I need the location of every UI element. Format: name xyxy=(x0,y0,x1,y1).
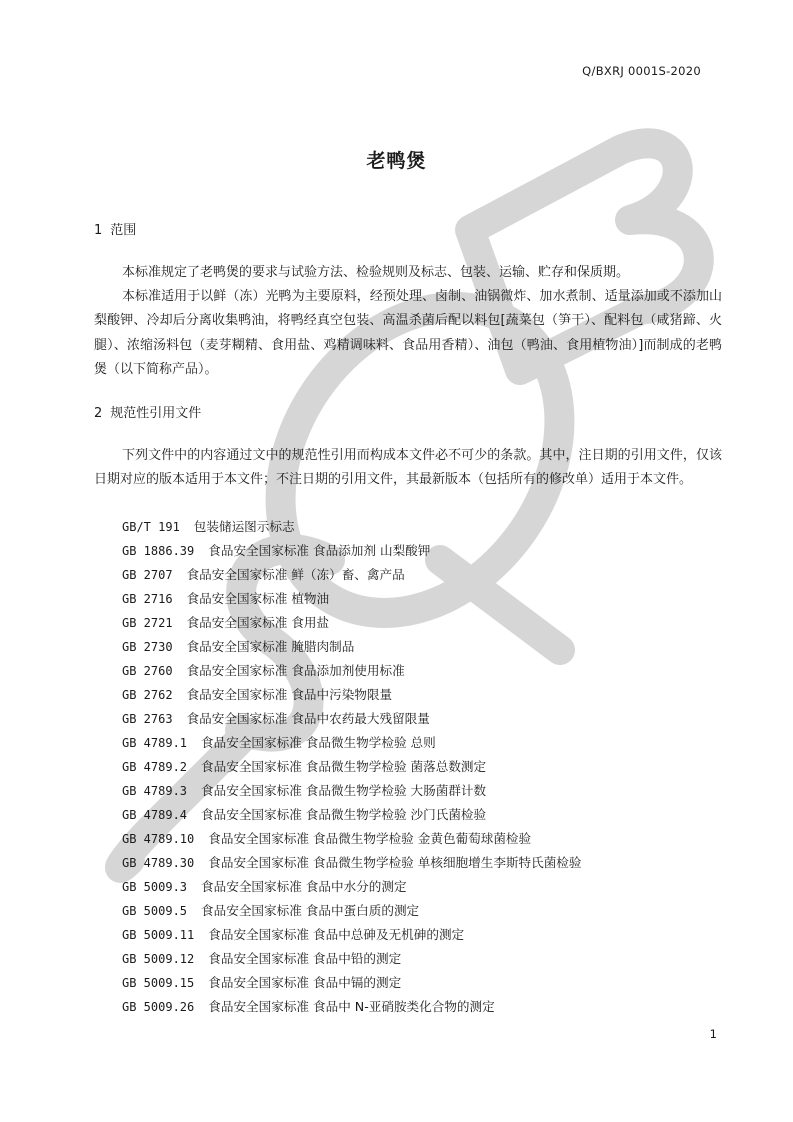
reference-code: GB 5009.3 xyxy=(122,880,188,894)
reference-title: 食品安全国家标准 鲜（冻）畜、禽产品 xyxy=(186,567,405,582)
reference-code: GB 2763 xyxy=(122,712,173,726)
document-code: Q/BXRJ 0001S-2020 xyxy=(582,64,701,78)
reference-code: GB 5009.26 xyxy=(122,1000,195,1014)
reference-code: GB/T 191 xyxy=(122,520,180,534)
scope-paragraph-1: 本标准规定了老鸭煲的要求与试验方法、检验规则及标志、包装、运输、贮存和保质期。 xyxy=(122,265,630,280)
reference-item xyxy=(122,803,581,827)
reference-title: 食品安全国家标准 食品中水分的测定 xyxy=(201,879,407,894)
reference-item xyxy=(122,635,581,659)
reference-code: GB 4789.2 xyxy=(122,760,188,774)
reference-item xyxy=(122,995,581,1019)
reference-title: 食品安全国家标准 植物油 xyxy=(186,591,330,606)
reference-title: 包装储运图示标志 xyxy=(193,519,295,534)
reference-item xyxy=(122,899,581,923)
reference-title: 食品安全国家标准 食品微生物学检验 单核细胞增生李斯特氏菌检验 xyxy=(208,855,582,870)
reference-item xyxy=(122,683,581,707)
reference-item xyxy=(122,731,581,755)
reference-item xyxy=(122,875,581,899)
reference-title: 食品安全国家标准 食品中镉的测定 xyxy=(208,975,402,990)
reference-code: GB 2762 xyxy=(122,688,173,702)
reference-title: 食品安全国家标准 食品添加剂 山梨酸钾 xyxy=(208,543,431,558)
reference-title: 食品安全国家标准 食品中污染物限量 xyxy=(186,687,393,702)
reference-item xyxy=(122,827,581,851)
section-number: 1 xyxy=(94,223,103,238)
reference-code: GB 5009.15 xyxy=(122,976,195,990)
reference-title: 食品安全国家标准 食品中农药最大残留限量 xyxy=(186,711,430,726)
reference-title: 食品安全国家标准 食品微生物学检验 金黄色葡萄球菌检验 xyxy=(208,831,532,846)
references-intro: 下列文件中的内容通过文中的规范性引用而构成本文件必不可少的条款。其中，注日期的引用文件，仅该日期对应的版本适用于本文件；不注日期的引用文件，其最新版本（包括所有的修改单）适用于本文件。 xyxy=(94,448,722,488)
reference-item xyxy=(122,947,581,971)
reference-item xyxy=(122,779,581,803)
page-number: 1 xyxy=(709,1027,717,1041)
reference-title: 食品安全国家标准 食品添加剂使用标准 xyxy=(186,663,405,678)
reference-item xyxy=(122,707,581,731)
reference-code: GB 2730 xyxy=(122,640,173,654)
reference-code: GB 2716 xyxy=(122,592,173,606)
reference-list xyxy=(122,515,581,1019)
reference-item xyxy=(122,851,581,875)
section-heading-references xyxy=(94,402,201,421)
section-title: 规范性引用文件 xyxy=(110,406,202,421)
page-title: 老鸭煲 xyxy=(366,150,427,172)
reference-code: GB 5009.12 xyxy=(122,952,195,966)
reference-code: GB 4789.3 xyxy=(122,784,188,798)
reference-title: 食品安全国家标准 腌腊肉制品 xyxy=(186,639,355,654)
reference-title: 食品安全国家标准 食品微生物学检验 总则 xyxy=(201,735,436,750)
reference-item xyxy=(122,563,581,587)
reference-title: 食品安全国家标准 食品微生物学检验 菌落总数测定 xyxy=(201,759,487,774)
reference-code: GB 2721 xyxy=(122,616,173,630)
reference-title: 食品安全国家标准 食品中总砷及无机砷的测定 xyxy=(208,927,465,942)
reference-code: GB 4789.4 xyxy=(122,808,188,822)
reference-code: GB 2707 xyxy=(122,568,173,582)
reference-item xyxy=(122,539,581,563)
reference-title: 食品安全国家标准 食品微生物学检验 大肠菌群计数 xyxy=(201,783,487,798)
reference-title: 食品安全国家标准 食品中 N-亚硝胺类化合物的测定 xyxy=(208,999,495,1014)
reference-title: 食品安全国家标准 食品微生物学检验 沙门氏菌检验 xyxy=(201,807,487,822)
section-heading-scope xyxy=(94,219,136,238)
reference-code: GB 4789.10 xyxy=(122,832,195,846)
reference-title: 食品安全国家标准 食品中蛋白质的测定 xyxy=(201,903,420,918)
reference-item xyxy=(122,515,581,539)
reference-item xyxy=(122,923,581,947)
reference-item xyxy=(122,611,581,635)
reference-code: GB 5009.5 xyxy=(122,904,188,918)
section-number: 2 xyxy=(94,406,103,421)
reference-code: GB 1886.39 xyxy=(122,544,195,558)
reference-title: 食品安全国家标准 食用盐 xyxy=(186,615,330,630)
reference-item xyxy=(122,587,581,611)
reference-title: 食品安全国家标准 食品中铅的测定 xyxy=(208,951,402,966)
reference-code: GB 5009.11 xyxy=(122,928,195,942)
scope-paragraph-2: 本标准适用于以鲜（冻）光鸭为主要原料，经预处理、卤制、油锅微炸、加水煮制、适量添加或不添加山梨酸钾、冷却后分离收集鸭油，将鸭经真空包装、高温杀菌后配以料包[蔬菜包（笋干）、配料包（咸猪蹄、火腿）、浓缩汤料包（麦芽糊精、食用盐、鸡精调味料、食品用香精）、油包（鸭油、食用植物油）]而制成的老鸭煲（以下简称产品）。 xyxy=(94,289,722,377)
reference-item xyxy=(122,971,581,995)
reference-item xyxy=(122,755,581,779)
reference-item xyxy=(122,659,581,683)
reference-code: GB 2760 xyxy=(122,664,173,678)
reference-code: GB 4789.30 xyxy=(122,856,195,870)
reference-code: GB 4789.1 xyxy=(122,736,188,750)
section-title: 范围 xyxy=(110,223,137,238)
